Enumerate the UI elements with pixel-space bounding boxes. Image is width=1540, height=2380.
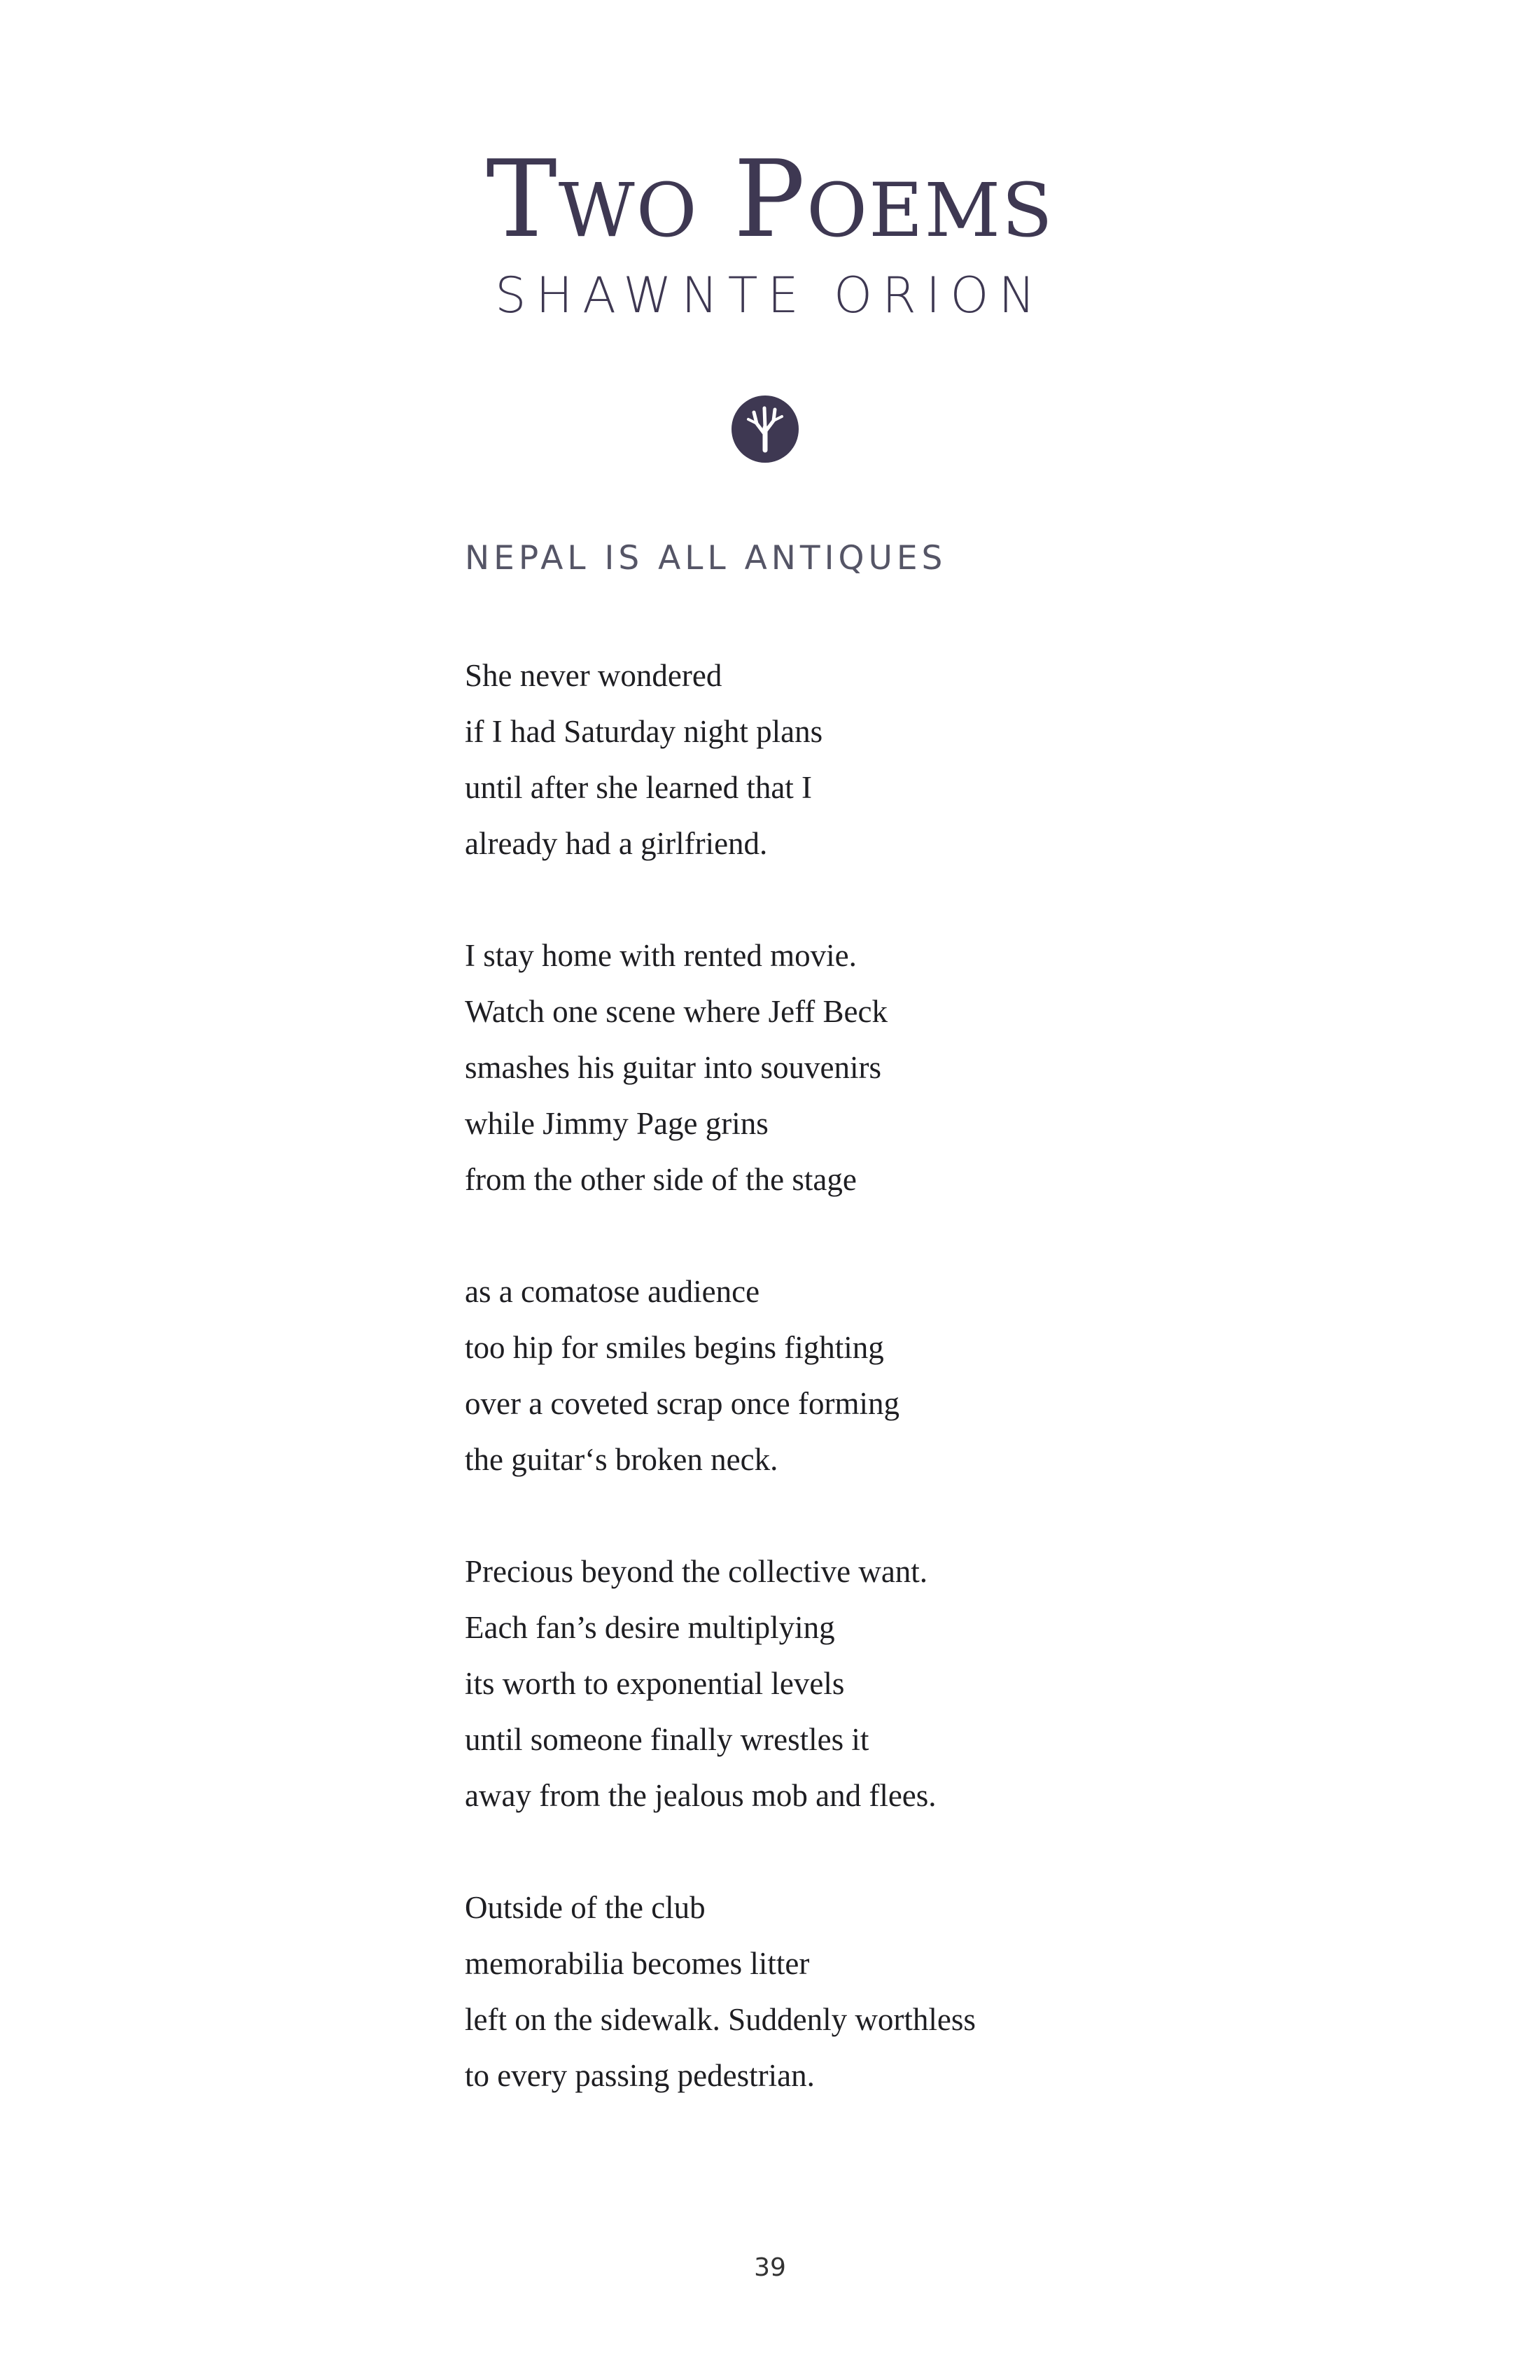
poem-line: Precious beyond the collective want. — [465, 1554, 928, 1589]
poem-line: Outside of the club — [465, 1890, 706, 1925]
poem-stanza — [465, 648, 1165, 872]
poem-line: its worth to exponential levels — [465, 1666, 845, 1701]
poem-line: the guitar‘s broken neck. — [465, 1442, 778, 1477]
branch-emblem-icon — [732, 396, 799, 463]
page-title: Two Poems — [486, 137, 1054, 261]
poem-stanza — [465, 1264, 1165, 1488]
poem-line: Watch one scene where Jeff Beck — [465, 994, 888, 1029]
poem-line: to every passing pedestrian. — [465, 2058, 815, 2093]
poem-line: from the other side of the stage — [465, 1162, 857, 1197]
poem-line: while Jimmy Page grins — [465, 1106, 769, 1141]
poem-line: left on the sidewalk. Suddenly worthless — [465, 2002, 976, 2037]
poem-line: memorabilia becomes litter — [465, 1946, 810, 1981]
poem-line: away from the jealous mob and flees. — [465, 1778, 937, 1813]
poem-stanza — [465, 927, 1165, 1208]
poem-body — [465, 648, 1165, 2160]
poem-line: Each fan’s desire multiplying — [465, 1610, 835, 1645]
poem-line: already had a girlfriend. — [465, 826, 768, 861]
poem-title: NEPAL IS ALL ANTIQUES — [465, 539, 947, 578]
poem-line: over a coveted scrap once forming — [465, 1386, 899, 1421]
author-name: SHAWNTE ORION — [495, 267, 1045, 324]
poem-stanza — [465, 1879, 1165, 2104]
poem-stanza — [465, 1544, 1165, 1823]
poem-line: I stay home with rented movie. — [465, 938, 857, 973]
poem-line: as a comatose audience — [465, 1274, 760, 1309]
page-number: 39 — [754, 2253, 786, 2282]
poem-line: smashes his guitar into souvenirs — [465, 1050, 881, 1085]
poem-line: She never wondered — [465, 658, 722, 693]
poem-line: too hip for smiles begins fighting — [465, 1330, 884, 1365]
poem-line: if I had Saturday night plans — [465, 714, 823, 749]
poem-line: until someone finally wrestles it — [465, 1722, 869, 1757]
poem-line: until after she learned that I — [465, 770, 813, 805]
